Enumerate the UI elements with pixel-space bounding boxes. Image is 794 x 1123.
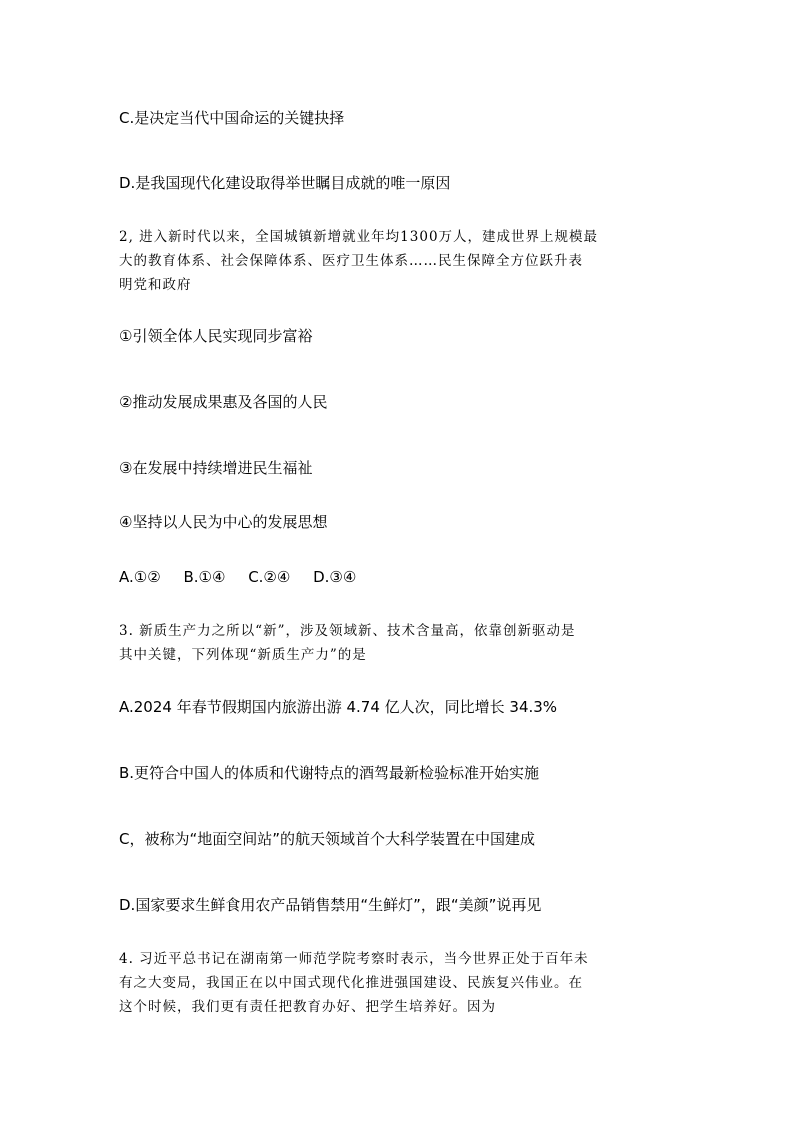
q4-stem-line: 4. 习近平总书记在湖南第一师范学院考察时表示，当今世界正处于百年未 — [119, 951, 589, 967]
q1-option-d: D.是我国现代化建设取得举世瞩目成就的唯一原因 — [119, 174, 451, 192]
q2-choice-b: B.①④ — [183, 568, 226, 586]
q2-stem — [119, 225, 674, 297]
q4-stem-line: 这个时候，我们更有责任把教育办好、把学生培养好。因为 — [119, 999, 496, 1015]
q4-stem-line: 有之大变局，我国正在以中国式现代化推进强国建设、民族复兴伟业。在 — [119, 975, 583, 991]
q2-statement-3: ③在发展中持续增进民生福祉 — [119, 459, 313, 477]
q2-stem-line: 大的教育体系、社会保障体系、医疗卫生体系……民生保障全方位跃升表 — [119, 253, 583, 269]
q3-option-d: D.国家要求生鲜食用农产品销售禁用“生鲜灯”，跟“美颜”说再见 — [119, 896, 542, 914]
q2-statement-4: ④坚持以人民为中心的发展思想 — [119, 513, 328, 531]
q2-stem-line: 明党和政府 — [119, 277, 192, 293]
q3-option-b: B.更符合中国人的体质和代谢特点的酒驾最新检验标准开始实施 — [119, 764, 540, 782]
q2-statement-1: ①引领全体人民实现同步富裕 — [119, 327, 313, 345]
q3-stem-line: 3. 新质生产力之所以“新”，涉及领域新、技术含量高，依靠创新驱动是 — [119, 623, 576, 639]
q2-stem-line: 2, 进入新时代以来，全国城镇新增就业年均1300万人，建成世界上规模最 — [119, 229, 599, 245]
q3-stem-line: 其中关键，下列体现“新质生产力”的是 — [119, 647, 367, 663]
q2-choice-a: A.①② — [119, 568, 161, 586]
q3-option-c: C，被称为“地面空间站”的航天领域首个大科学装置在中国建成 — [119, 830, 536, 848]
q4-stem — [119, 947, 674, 1019]
q2-statement-2: ②推动发展成果惠及各国的人民 — [119, 393, 328, 411]
q2-choice-c: C.②④ — [248, 568, 291, 586]
q1-option-c: C.是决定当代中国命运的关键抉择 — [119, 109, 345, 127]
q2-choice-d: D.③④ — [313, 568, 357, 586]
q3-stem — [119, 619, 674, 667]
q2-choices — [119, 567, 374, 587]
q3-option-a: A.2024 年春节假期国内旅游出游 4.74 亿人次，同比增长 34.3% — [119, 698, 558, 716]
